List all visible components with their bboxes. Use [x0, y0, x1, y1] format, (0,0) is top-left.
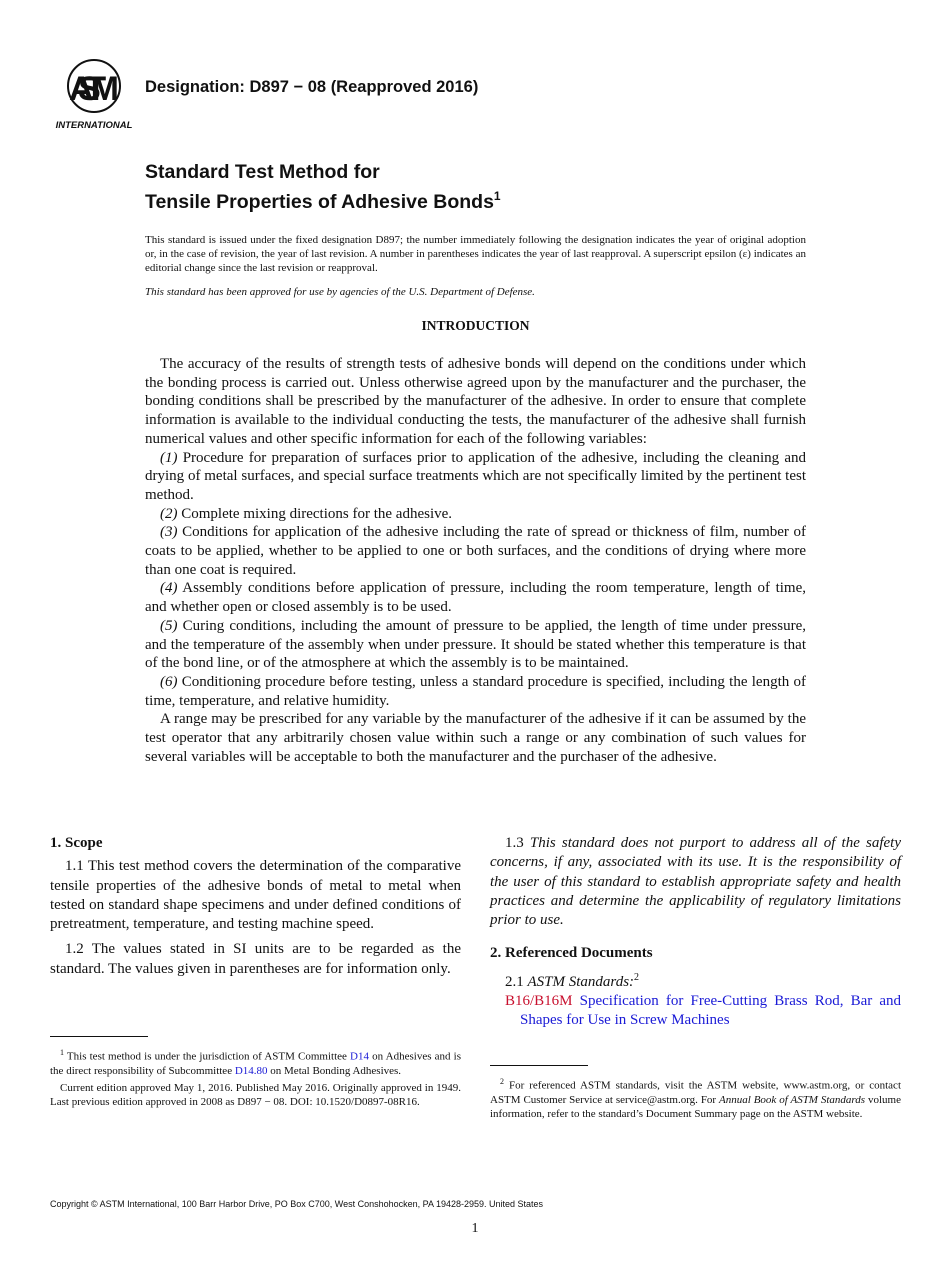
intro-item: (1) Procedure for preparation of surfaces prior to application of the adhesive, including the cleaning and drying of metal surfaces, and special surface treatments which are not specifically limited by the pertinent test method.: [145, 449, 806, 503]
scope-1-3: 1.3 This standard does not purport to address all of the safety concerns, if any, associated with its use. It is the responsibility of the user of this standard to establish appropriate safety and health practices and determine the applicability of regulatory limitations prior to use.: [490, 835, 902, 929]
intro-item: (5) Curing conditions, including the amount of pressure to be applied, the length of time under pressure, and the temperature of the assembly when under pressure. It should be stated whether this temperature is that of the bond line, or of the atmosphere at which the assembly is to be maintained.: [145, 617, 806, 672]
title-line-1: Standard Test Method for: [145, 161, 380, 183]
intro-item: (3) Conditions for application of the adhesive including the rate of spread or thickness of film, number of coats to be applied, whether to be applied to one or both surfaces, and the conditions of drying where more than one coat is required.: [145, 524, 806, 578]
copyright: Copyright © ASTM International, 100 Barr Harbor Drive, PO Box C700, West Conshohocken, PA 19428-2959. United States: [50, 1199, 544, 1209]
designation: Designation: D897 − 08 (Reapproved 2016): [145, 78, 479, 96]
referenced-docs-heading: 2. Referenced Documents: [490, 945, 653, 962]
document-title: [145, 160, 501, 214]
svg-text:INTERNATIONAL: INTERNATIONAL: [55, 120, 133, 131]
intro-item: (2) Complete mixing directions for the adhesive.: [160, 505, 453, 522]
title-line-2: Tensile Properties of Adhesive Bonds: [145, 191, 494, 213]
right-column: [490, 834, 901, 1037]
astm-logo: [52, 58, 136, 132]
intro-lead: The accuracy of the results of strength tests of adhesive bonds will depend on the conditions under which the bonding process is carried out. Unless otherwise agreed upon by the manufacturer and the purchaser, the bonding conditions shall be prescribed by the manufacturer of the adhesive. In order to ensure that complete information is available to the individual conducting the tests, the manufacturer of the adhesive shall furnish numerical values and other specific information for each of the following variables:: [145, 356, 806, 447]
scope-1-1: 1.1 This test method covers the determination of the comparative tensile properties of the adhesive bonds of metal to metal when tested on standard shape specimens and under defined conditions of pretreatment, temperature, and testing machine speed.: [50, 858, 461, 933]
intro-closing: A range may be prescribed for any variable by the manufacturer of the adhesive if it can be assumed by the test operator that any arbitrarily chosen value within such a range or any combination of such values for several variables will be acceptable to both the manufacturer and the purchaser of the adhesive.: [145, 711, 806, 765]
introduction-body: [145, 355, 806, 766]
link-d14[interactable]: D14: [350, 1050, 369, 1063]
dod-notice: This standard has been approved for use by agencies of the U.S. Department of Defense.: [145, 286, 535, 298]
issuance-notice: This standard is issued under the fixed designation D897; the number immediately following the designation indicates the year of original adoption or, in the case of revision, the year of last revision. A number in parentheses indicates the year of last reapproval. A superscript epsilon (ε) indicates an editorial change since the last revision or reapproval.: [145, 234, 806, 275]
edition-note: Current edition approved May 1, 2016. Published May 2016. Originally approved in 1949. Last previous edition approved in 2008 as D897 − 08. DOI: 10.1520/D0897-08R16.: [50, 1081, 461, 1108]
svg-text:ASTM: ASTM: [69, 70, 119, 108]
referenced-doc-b16[interactable]: B16/B16M Specification for Free-Cutting Brass Rod, Bar and Shapes for Use in Screw Machines: [505, 993, 901, 1029]
page-number: 1: [471, 1221, 479, 1236]
intro-item: (4) Assembly conditions before application of pressure, including the room temperature, length of time, and whether open or closed assembly is to be used.: [145, 580, 806, 616]
scope-1-2: 1.2 The values stated in SI units are to be regarded as the standard. The values given in parentheses are for information only.: [50, 941, 461, 977]
footnote-1: $^1$ This test method is under the jurisdiction of ASTM Committee D14 on Adhesives and is the direct responsibility of Subcommittee D14.80 on Metal Bonding Adhesives. Current edition approved May 1, 2016. Published May 2016. Originally approved in 1949. Last previous edition approved in 2008 as D897 − 08. DOI: 10.1520/D0897-08R16.: [50, 1048, 461, 1108]
footnote-divider: [50, 1036, 148, 1037]
introduction-heading: INTRODUCTION: [421, 318, 530, 333]
footnote-divider: [490, 1065, 588, 1066]
intro-item: (6) Conditioning procedure before testing, unless a standard procedure is specified, including the length of time, temperature, and relative humidity.: [145, 673, 806, 709]
link-d14-80[interactable]: D14.80: [234, 1064, 268, 1077]
scope-heading: 1. Scope: [50, 835, 103, 851]
footnote-2: $^2$ For referenced ASTM standards, visit the ASTM website, www.astm.org, or contact ASTM Customer Service at service@astm.org. For Annual Book of ASTM Standards volume information, refer to the standard’s Document Summary page on the ASTM website.: [490, 1077, 901, 1120]
astm-standards-label: 2.1 ASTM Standards:$^2$: [505, 971, 640, 990]
left-column: [50, 834, 461, 985]
footnote-ref: 1: [493, 189, 501, 203]
